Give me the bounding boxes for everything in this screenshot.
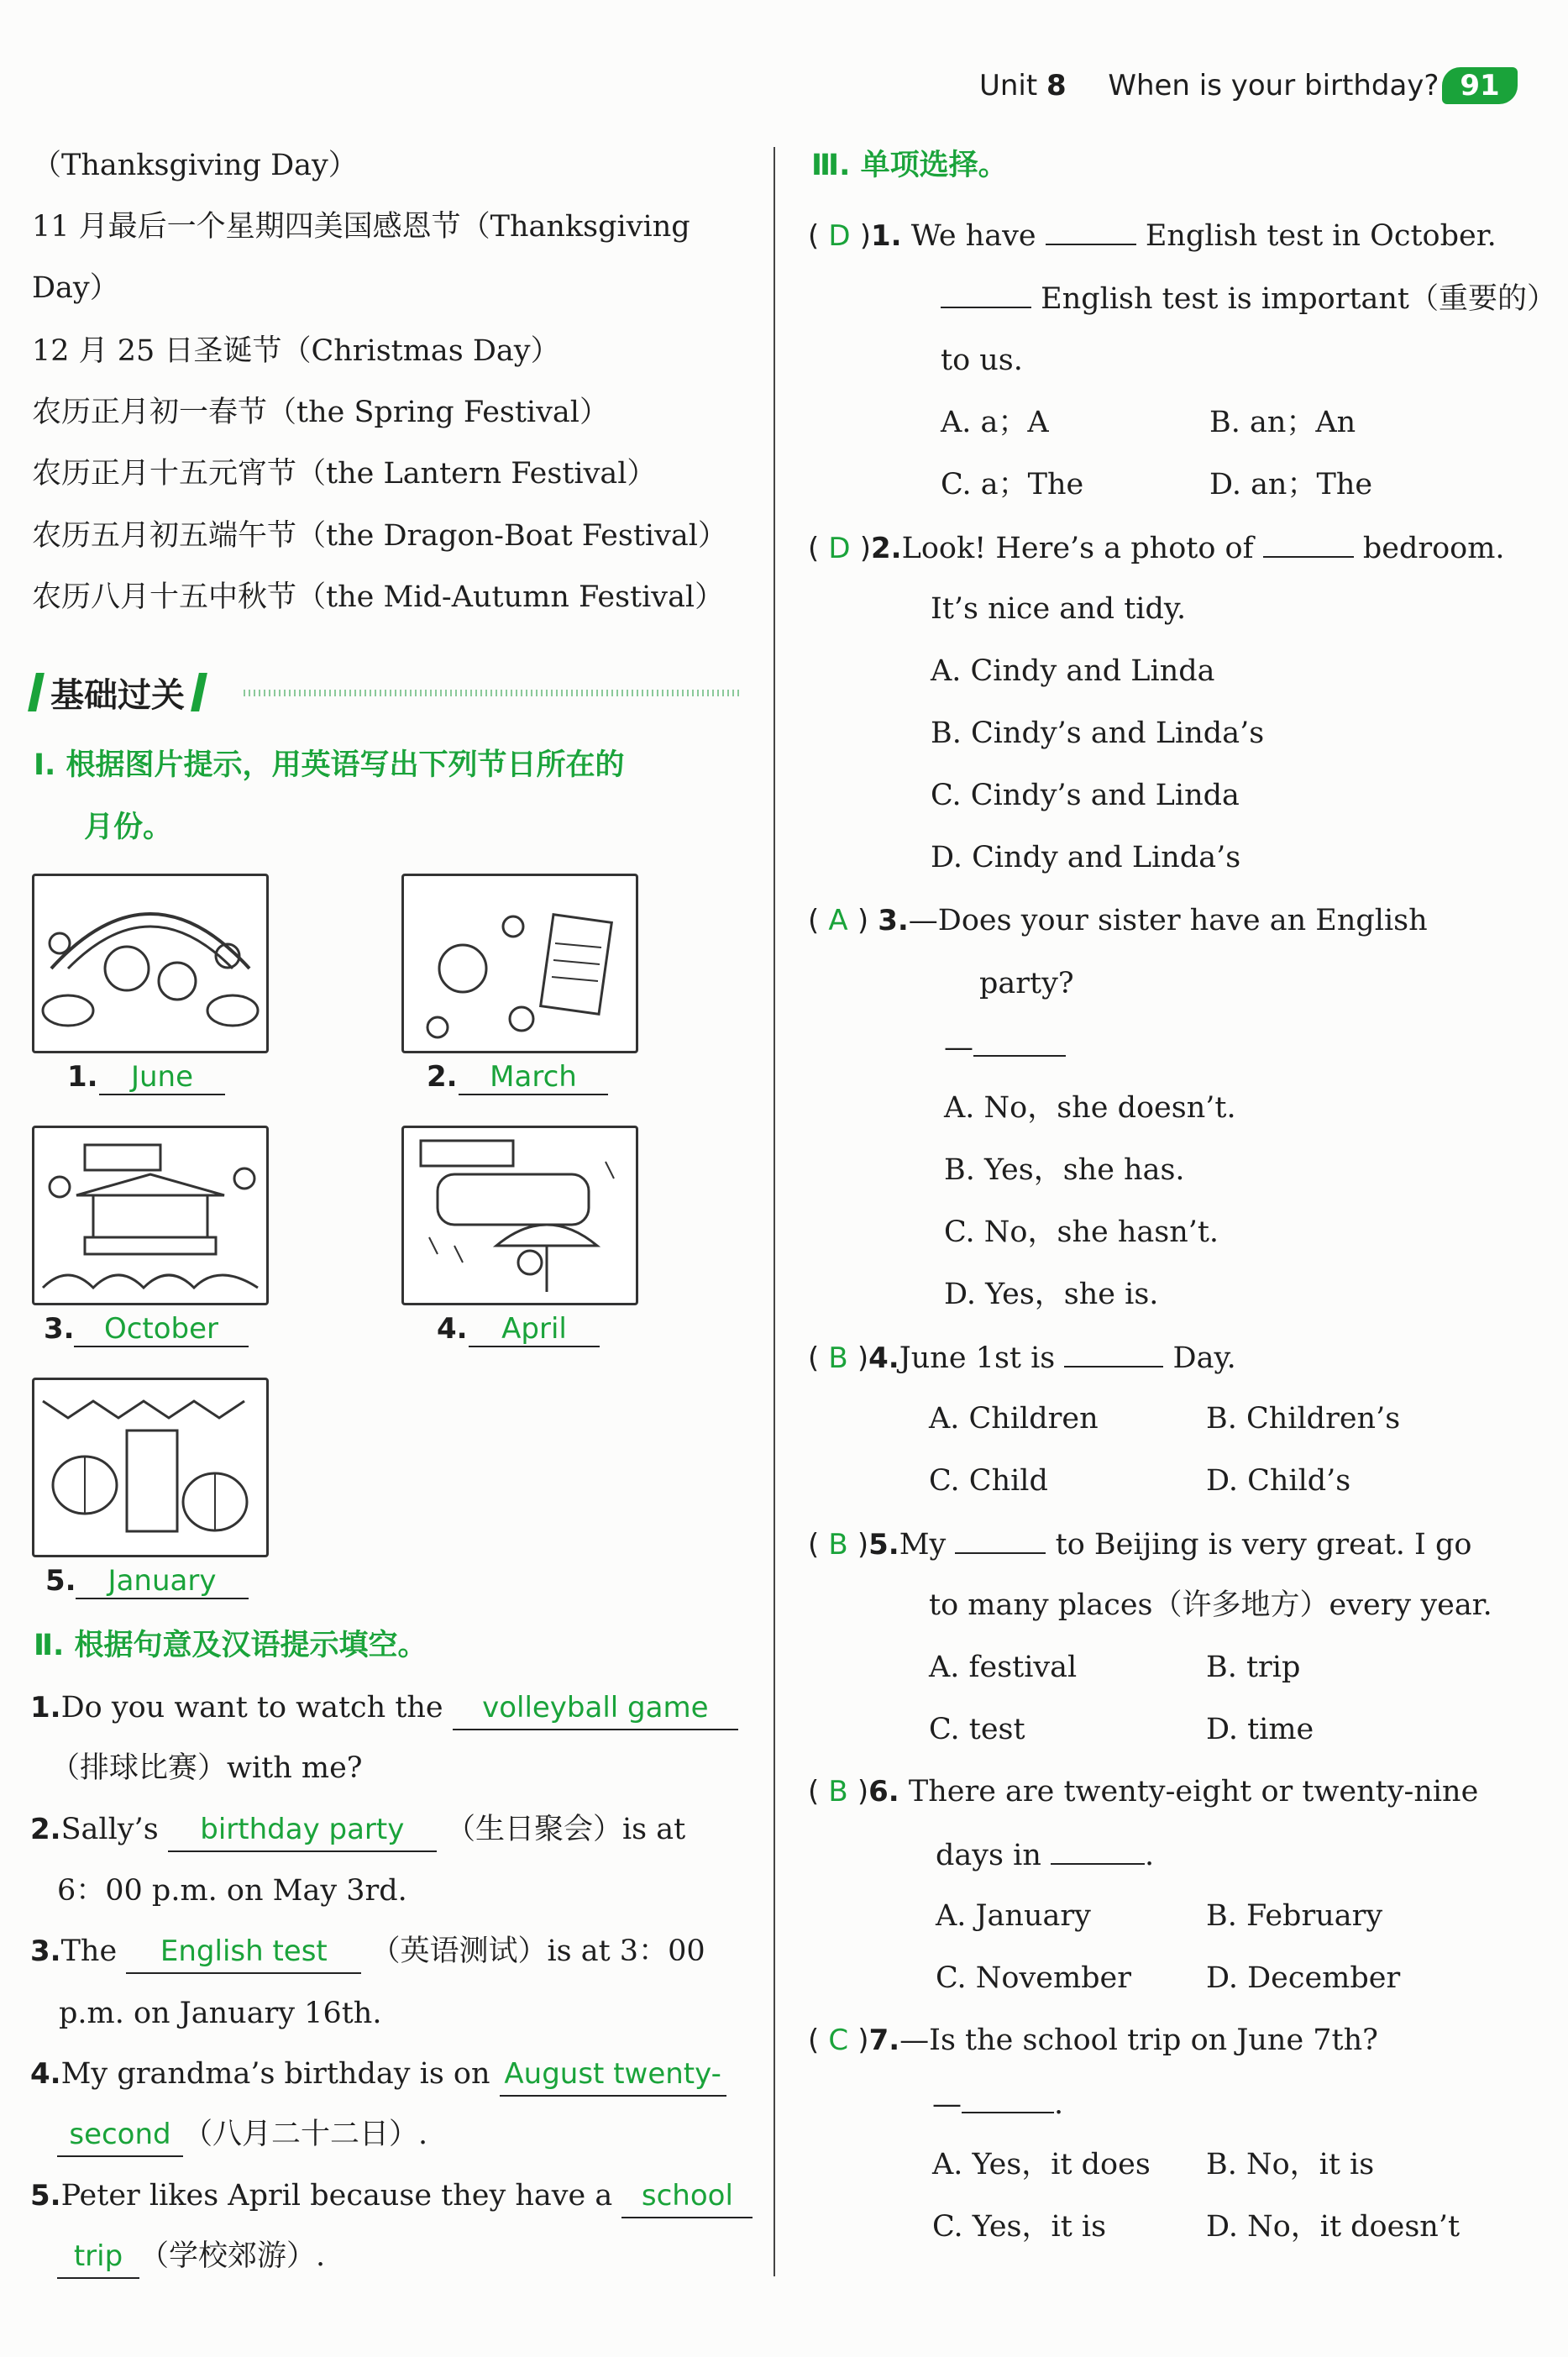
fill-item-4: 4.My grandma’s birthday is on August twenty- bbox=[30, 2053, 726, 2097]
banner-bar-icon bbox=[191, 673, 207, 711]
qingming-picture-icon bbox=[401, 1126, 638, 1305]
option: A. January bbox=[936, 1899, 1091, 1933]
intro-line: 11 月最后一个星期四美国感恩节（Thanksgiving bbox=[32, 210, 690, 244]
section-banner: 基础过关 bbox=[32, 668, 203, 717]
fill-item-1: 1.Do you want to watch the volleyball game bbox=[30, 1687, 738, 1730]
picture-answer: June bbox=[99, 1060, 225, 1095]
question-6: ( B )6. There are twenty-eight or twenty-nine bbox=[808, 1775, 1479, 1808]
question-1-line: English test is important（重要的） bbox=[941, 276, 1556, 320]
option: D. time bbox=[1206, 1713, 1314, 1746]
picture-number: 3. bbox=[44, 1312, 75, 1346]
option: D. an；The bbox=[1209, 468, 1373, 501]
fill-item-3: 3.The English test （英语测试）is at 3：00 bbox=[30, 1930, 705, 1974]
picture-number: 5. bbox=[45, 1564, 76, 1598]
option: C. a；The bbox=[941, 468, 1084, 501]
option: C. Child bbox=[929, 1464, 1048, 1498]
question-3-line: party? bbox=[979, 967, 1074, 1000]
fill-answer: August twenty- bbox=[500, 2053, 726, 2097]
question-4: ( B )4.June 1st is Day. bbox=[808, 1336, 1236, 1379]
intro-line: 农历正月初一春节（the Spring Festival） bbox=[32, 396, 609, 429]
fill-item-2-cont: 6：00 p.m. on May 3rd. bbox=[57, 1874, 407, 1908]
picture-number: 2. bbox=[427, 1060, 458, 1094]
option: A. Children bbox=[929, 1402, 1099, 1436]
question-answer: D bbox=[828, 532, 851, 565]
picture-answer: March bbox=[459, 1060, 608, 1095]
question-3-line: — bbox=[944, 1025, 1066, 1068]
option: A. a；A bbox=[941, 406, 1049, 439]
option: B. trip bbox=[1206, 1651, 1301, 1684]
question-5: ( B )5.My to Beijing is very great. I go bbox=[808, 1522, 1472, 1566]
option: C. Cindy’s and Linda bbox=[931, 779, 1240, 812]
banner-dotted-line bbox=[244, 690, 742, 696]
fill-item-2: 2.Sally’s birthday party （生日聚会）is at bbox=[30, 1808, 685, 1852]
section-3-title: Ⅲ. 单项选择。 bbox=[811, 149, 1008, 182]
picture-answer: January bbox=[76, 1564, 249, 1599]
section-2-title: Ⅱ. 根据句意及汉语提示填空。 bbox=[34, 1629, 427, 1662]
option: D. Child’s bbox=[1206, 1464, 1351, 1498]
option: D. Yes，she is. bbox=[944, 1278, 1159, 1311]
question-6-line: days in . bbox=[936, 1833, 1154, 1877]
fill-answer: second bbox=[57, 2113, 183, 2157]
intro-line: 12 月 25 日圣诞节（Christmas Day） bbox=[32, 334, 560, 368]
answer-blank bbox=[973, 1025, 1066, 1057]
intro-line: 农历五月初五端午节（the Dragon-Boat Festival） bbox=[32, 519, 727, 553]
question-answer: B bbox=[828, 1528, 848, 1562]
option: B. February bbox=[1206, 1899, 1383, 1933]
fill-answer: school bbox=[621, 2175, 753, 2218]
fill-item-1-cont: （排球比赛）with me? bbox=[50, 1751, 363, 1785]
question-answer: B bbox=[828, 1341, 848, 1375]
womens-day-picture-icon bbox=[401, 874, 638, 1053]
childrens-day-picture-icon bbox=[32, 874, 269, 1053]
option: D. December bbox=[1206, 1961, 1401, 1995]
banner-bar-icon bbox=[28, 673, 45, 711]
intro-line: （Thanksgiving Day） bbox=[32, 149, 358, 182]
fill-answer: volleyball game bbox=[453, 1687, 738, 1730]
question-1-line: to us. bbox=[941, 344, 1023, 377]
option: A. Cindy and Linda bbox=[931, 654, 1215, 688]
option: B. No，it is bbox=[1206, 2148, 1375, 2181]
fill-answer: trip bbox=[57, 2235, 139, 2279]
fill-answer: birthday party bbox=[168, 1808, 437, 1852]
option: A. No，she doesn’t. bbox=[944, 1091, 1236, 1125]
option: D. Cindy and Linda’s bbox=[931, 841, 1241, 874]
unit-title: When is your birthday? bbox=[1108, 69, 1440, 102]
picture-number: 4. bbox=[437, 1312, 468, 1346]
picture-number: 1. bbox=[67, 1060, 98, 1094]
unit-label: Unit bbox=[979, 69, 1038, 102]
question-3: ( A ) 3.—Does your sister have an English bbox=[808, 904, 1428, 937]
question-answer: B bbox=[828, 1775, 848, 1808]
answer-blank bbox=[962, 2081, 1054, 2113]
question-answer: A bbox=[828, 904, 848, 937]
option: A. festival bbox=[929, 1651, 1078, 1684]
question-answer: D bbox=[828, 219, 851, 253]
intro-line: 农历八月十五中秋节（the Mid-Autumn Festival） bbox=[32, 580, 725, 614]
question-answer: C bbox=[828, 2024, 849, 2057]
answer-blank bbox=[1051, 1833, 1145, 1865]
question-7: ( C )7.—Is the school trip on June 7th? bbox=[808, 2024, 1378, 2057]
fill-item-5-cont: trip （学校郊游）. bbox=[57, 2235, 325, 2279]
option: C. No，she hasn’t. bbox=[944, 1215, 1219, 1249]
national-day-picture-icon bbox=[32, 1126, 269, 1305]
column-divider bbox=[774, 147, 775, 2276]
question-5-line: to many places（许多地方）every year. bbox=[929, 1588, 1492, 1622]
intro-line: Day） bbox=[32, 271, 119, 305]
fill-item-5: 5.Peter likes April because they have a school bbox=[30, 2175, 753, 2218]
picture-answer: October bbox=[74, 1312, 249, 1347]
fill-answer: English test bbox=[126, 1930, 361, 1974]
page-number-badge: 91 bbox=[1442, 67, 1518, 104]
option: B. Cindy’s and Linda’s bbox=[931, 717, 1265, 750]
intro-line: 农历正月十五元宵节（the Lantern Festival） bbox=[32, 457, 657, 491]
answer-blank bbox=[941, 276, 1031, 308]
option: C. test bbox=[929, 1713, 1025, 1746]
unit-number: 8 bbox=[1046, 69, 1067, 102]
picture-answer: April bbox=[469, 1312, 600, 1347]
question-1: ( D )1. We have English test in October. bbox=[808, 213, 1497, 257]
answer-blank bbox=[1263, 526, 1354, 558]
answer-blank bbox=[1046, 213, 1136, 245]
new-year-picture-icon bbox=[32, 1378, 269, 1557]
question-2: ( D )2.Look! Here’s a photo of bedroom. bbox=[808, 526, 1505, 570]
option: B. Yes，she has. bbox=[944, 1153, 1185, 1187]
option: D. No，it doesn’t bbox=[1206, 2210, 1460, 2244]
answer-blank bbox=[1064, 1336, 1163, 1367]
section-1-title: Ⅰ. 根据图片提示，用英语写出下列节日所在的 bbox=[34, 748, 625, 782]
fill-item-4-cont: second （八月二十二日）. bbox=[57, 2113, 427, 2157]
answer-blank bbox=[955, 1522, 1046, 1554]
question-2-line: It’s nice and tidy. bbox=[931, 592, 1187, 626]
fill-item-3-cont: p.m. on January 16th. bbox=[59, 1997, 382, 2030]
option: B. an；An bbox=[1209, 406, 1356, 439]
page-header bbox=[979, 69, 1439, 102]
option: A. Yes，it does bbox=[932, 2148, 1151, 2181]
option: C. Yes，it is bbox=[932, 2210, 1107, 2244]
option: C. November bbox=[936, 1961, 1132, 1995]
option: B. Children’s bbox=[1206, 1402, 1401, 1436]
question-7-line: — . bbox=[932, 2081, 1063, 2125]
section-1-title-cont: 月份。 bbox=[84, 811, 173, 844]
